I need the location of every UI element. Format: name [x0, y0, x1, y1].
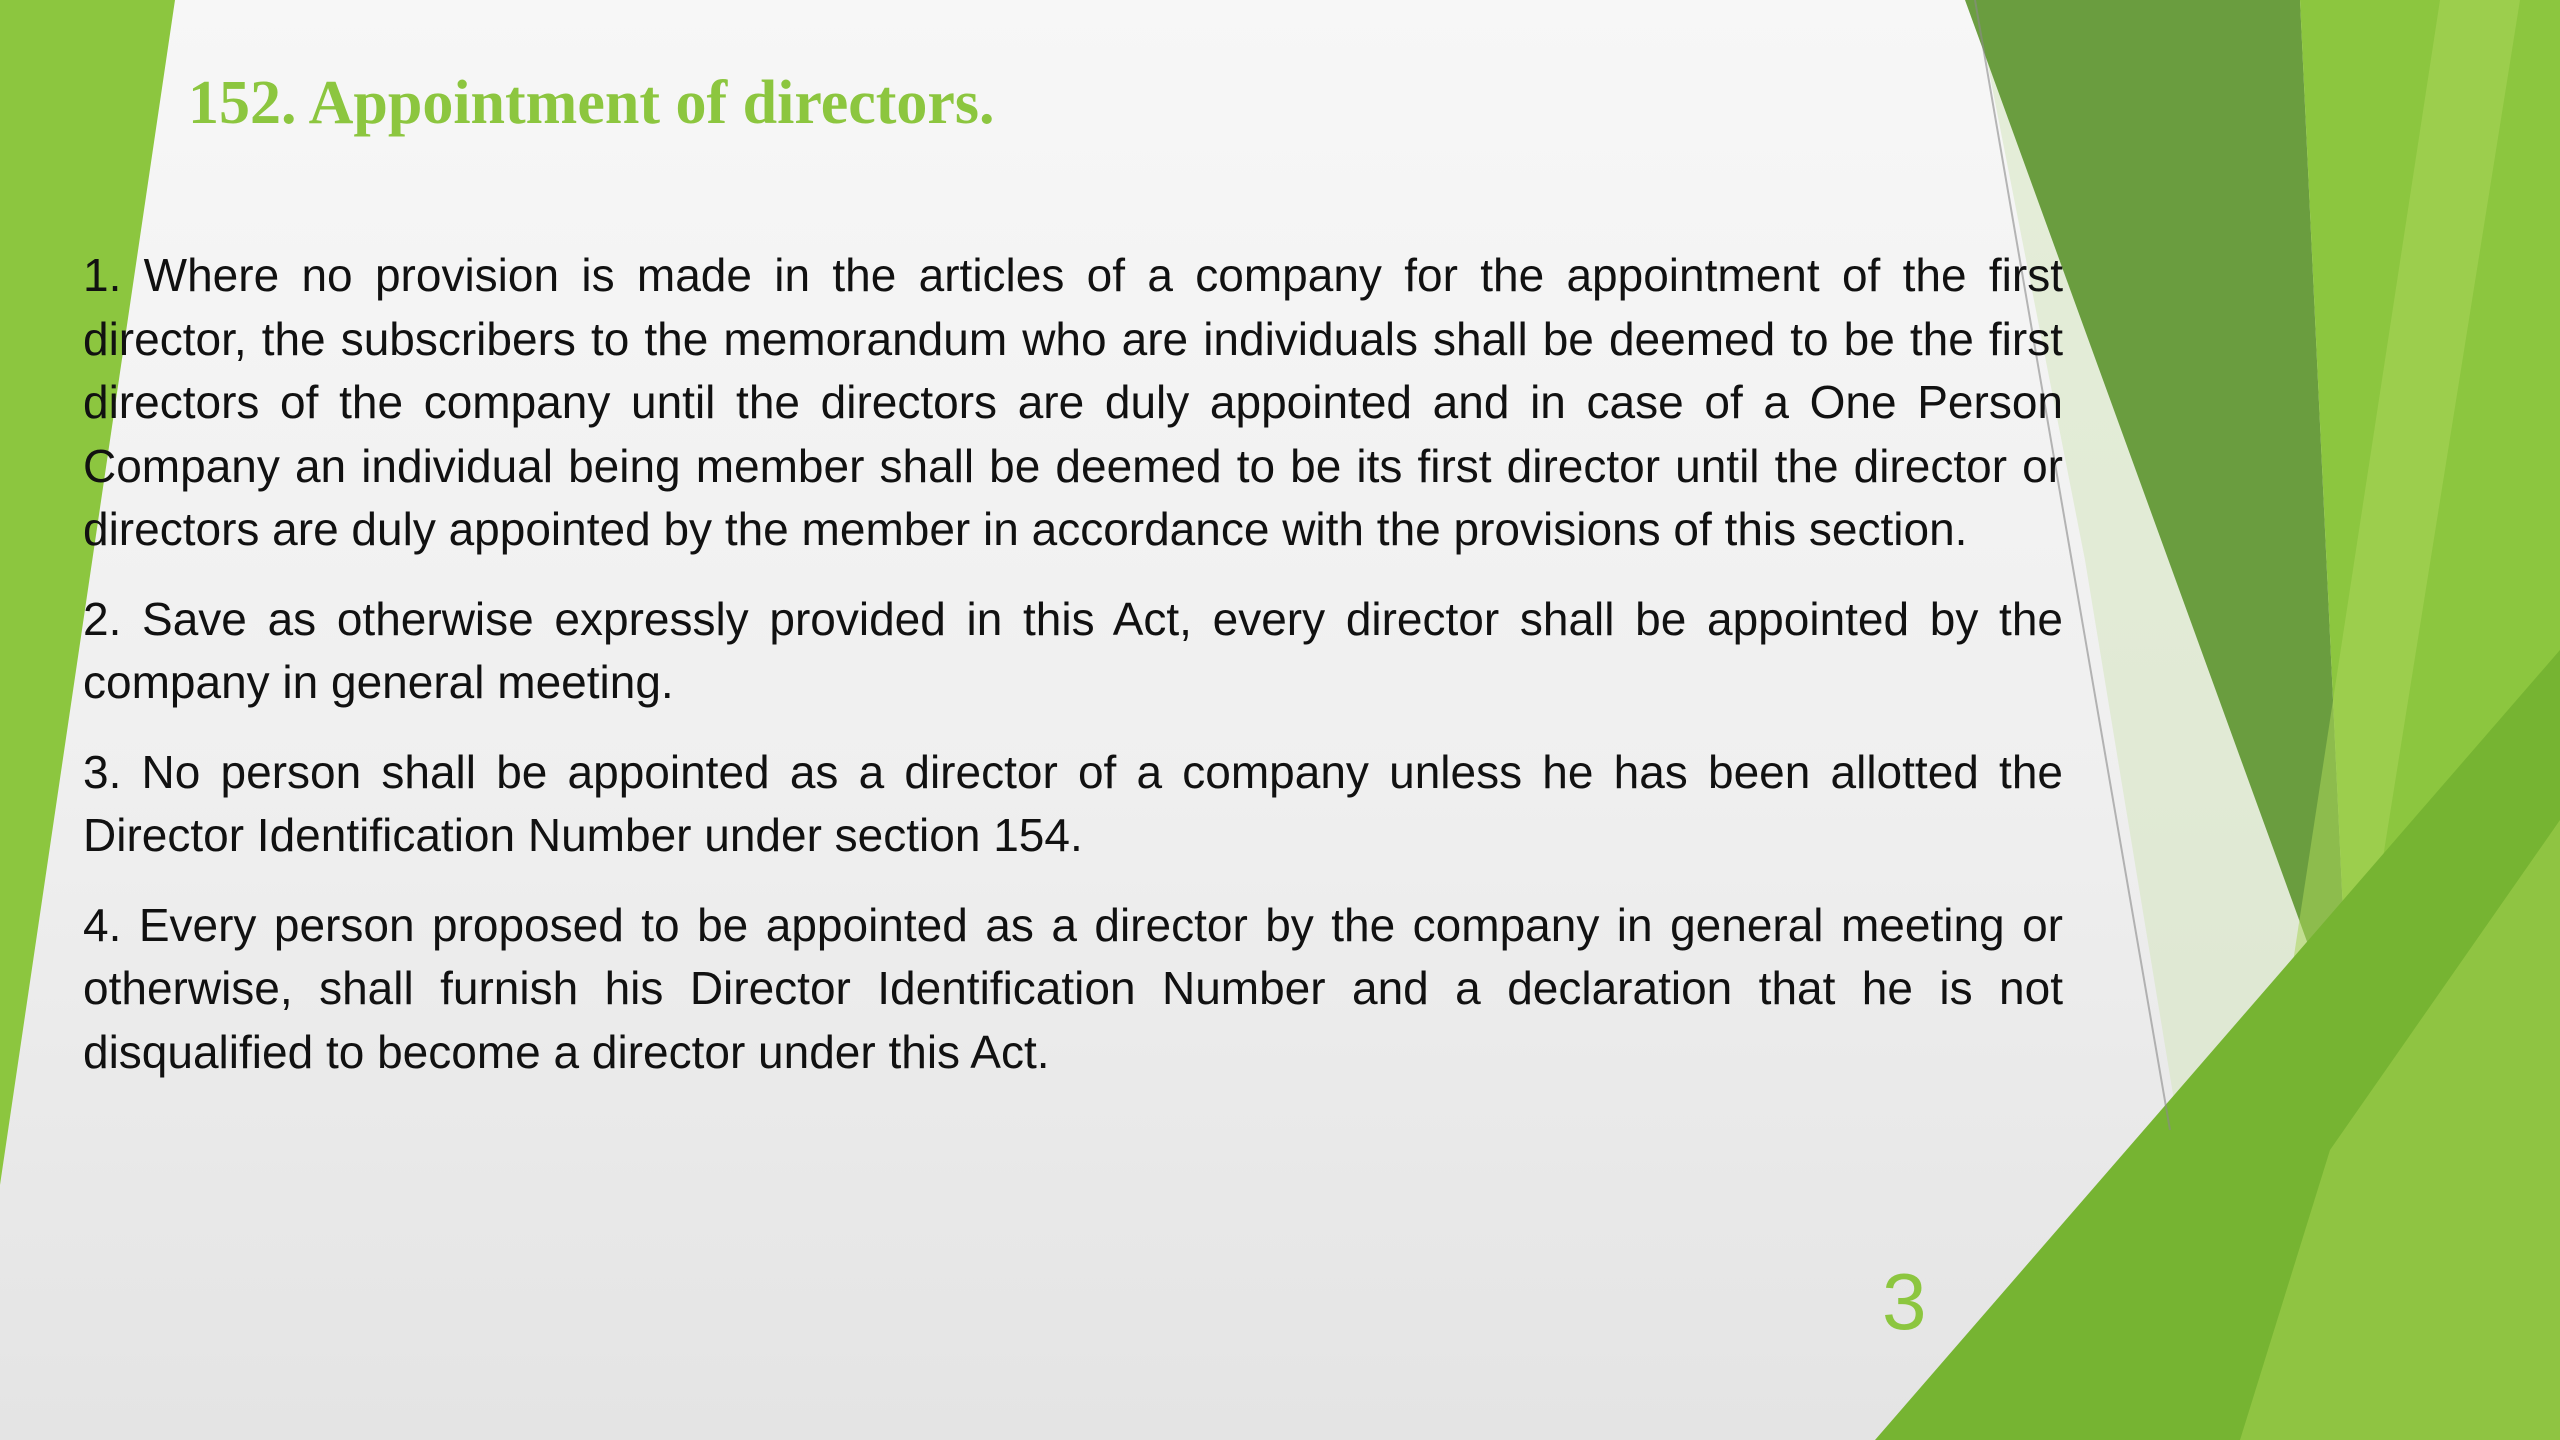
page-number: 3: [1882, 1257, 1927, 1346]
paragraph-4: 4. Every person proposed to be appointed as a director by the company in general meeting or otherwise, shall furnish his Director Identification Number and a declaration that he is not disqualified to become a director under this Act.: [83, 898, 2063, 1078]
paragraph-3: 3. No person shall be appointed as a director of a company unless he has been allotted the Director Identification Number under section 154.: [83, 745, 2063, 861]
slide-title: 152. Appointment of directors.: [188, 69, 995, 137]
paragraph-2: 2. Save as otherwise expressly provided in this Act, every director shall be appointed by the company in general meeting.: [83, 592, 2063, 708]
slide-body: [83, 244, 2063, 1110]
paragraph-1: 1. Where no provision is made in the articles of a company for the appointment of the first director, the subscribers to the memorandum who are individuals shall be deemed to be the first directors of the company until the directors are duly appointed and in case of a One Person Company an individual being member shall be deemed to be its first director until the director or directors are duly appointed by the member in accordance with the provisions of this section.: [83, 249, 2063, 555]
